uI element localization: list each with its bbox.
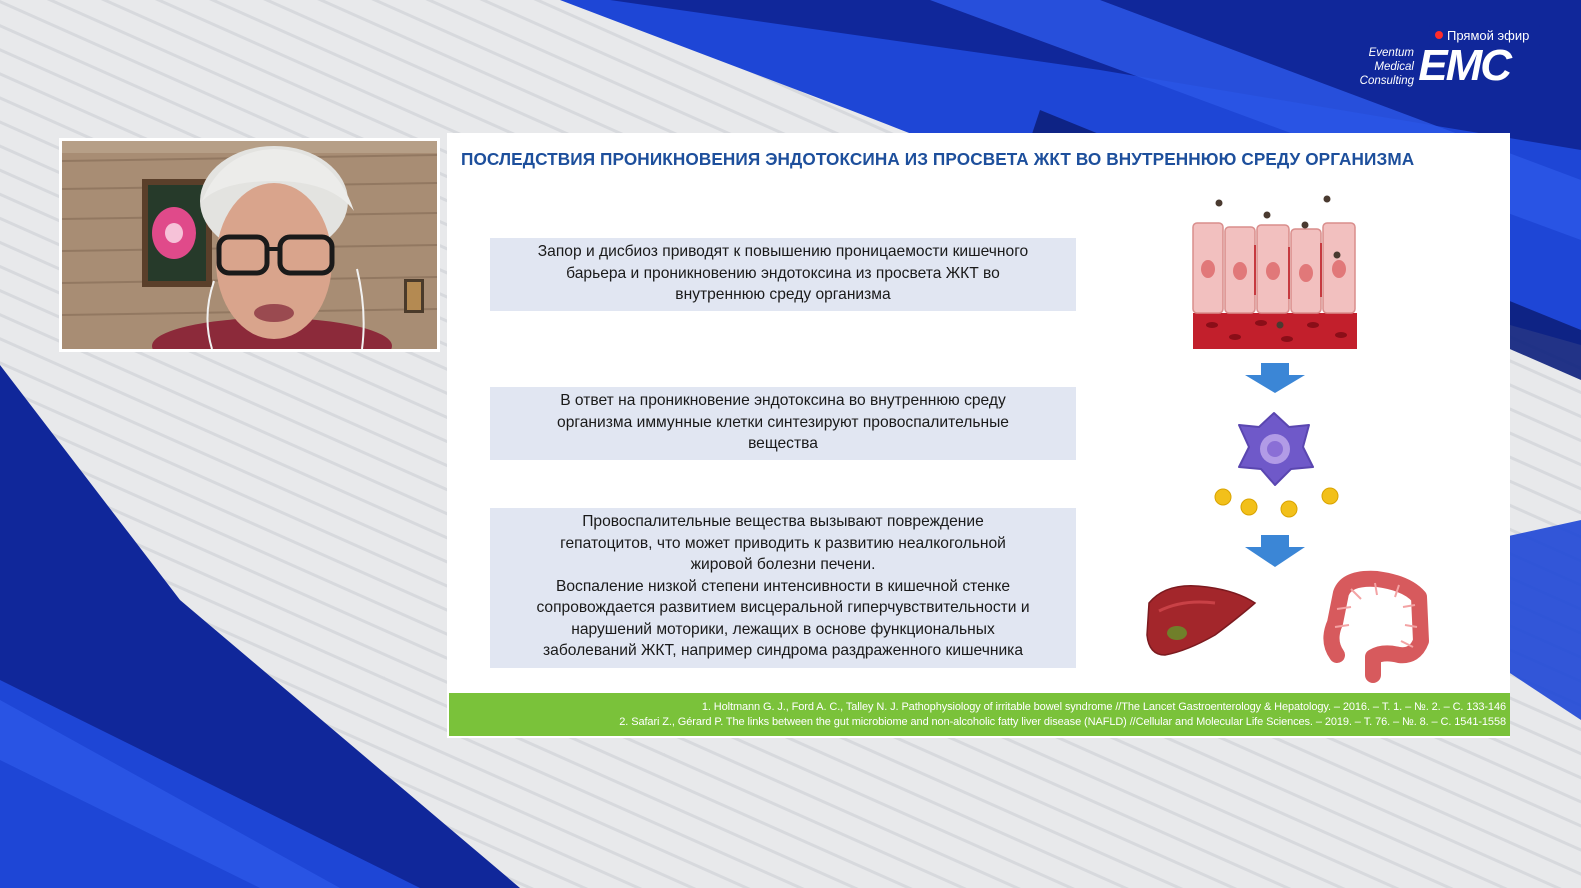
text-line: жировой болезни печени. — [690, 556, 876, 573]
illustration-column — [1137, 185, 1437, 685]
brand-line: Eventum — [1368, 47, 1414, 59]
text-box-consequences — [490, 508, 1076, 668]
text-line: Запор и дисбиоз приводят к повышению проницаемости кишечного — [537, 243, 1029, 260]
text-line: вещества — [748, 435, 818, 452]
reference-2: 2. Safari Z., Gérard P. The links between the gut microbiome and non-alcoholic fatty liver disease (NAFLD) //Cellular and Molecular Life Sciences. – 2019. – Т. 76. – №. 8. – С. 1541-1558 — [619, 716, 1506, 728]
slide-title: ПОСЛЕДСТВИЯ ПРОНИКНОВЕНИЯ ЭНДОТОКСИНА ИЗ ПРОСВЕТА ЖКТ ВО ВНУТРЕННЮЮ СРЕДУ ОРГАНИЗМА — [461, 149, 1415, 169]
arrow-down-icon — [1245, 363, 1305, 393]
text-line: Воспаление низкой степени интенсивности в кишечной стенке — [555, 577, 1011, 595]
text-line: Провоспалительные вещества вызывают повреждение — [582, 513, 984, 530]
brand-line: Consulting — [1359, 75, 1414, 87]
text-line: заболеваний ЖКТ, например синдрома раздраженного кишечника — [543, 642, 1023, 659]
live-label: Прямой эфир — [1447, 28, 1530, 43]
presentation-slide — [447, 133, 1510, 738]
text-line: В ответ на проникновение эндотоксина во внутреннюю среду — [560, 392, 1006, 409]
brand-logo — [1330, 41, 1520, 92]
intestinal-epithelium-icon — [1193, 196, 1357, 350]
text-box-immune-response — [490, 387, 1076, 460]
text-line: внутреннюю среду организма — [675, 286, 891, 303]
brand-name — [1360, 46, 1414, 88]
text-line: сопровождается развитием висцеральной гиперчувствительности и — [536, 599, 1030, 616]
arrow-down-icon — [1245, 535, 1305, 567]
brand-mark: EMC — [1418, 41, 1510, 90]
text-line: организма иммунные клетки синтезируют провоспалительные — [557, 413, 1009, 431]
immune-cell-icon — [1239, 413, 1313, 485]
speaker-webcam[interactable] — [59, 138, 440, 352]
speaker-video-icon — [62, 141, 437, 349]
cytokine-dots-icon — [1215, 488, 1338, 517]
text-line: гепатоцитов, что может приводить к развитию неалкогольной — [560, 534, 1006, 552]
text-box-constipation — [490, 238, 1076, 311]
text-line: барьера и проникновению эндотоксина из просвета ЖКТ во — [566, 264, 1000, 282]
liver-icon — [1147, 586, 1255, 655]
live-dot-icon — [1435, 31, 1443, 39]
text-line: нарушений моторики, лежащих в основе функциональных — [571, 620, 995, 638]
references-bar — [449, 693, 1510, 736]
reference-1: 1. Holtmann G. J., Ford A. C., Talley N. J. Pathophysiology of irritable bowel syndrome //The Lancet Gastroenterology & Hepatology. – 2016. – Т. 1. – №. 2. – С. 133-146 — [701, 701, 1506, 713]
brand-line: Medical — [1374, 61, 1414, 73]
